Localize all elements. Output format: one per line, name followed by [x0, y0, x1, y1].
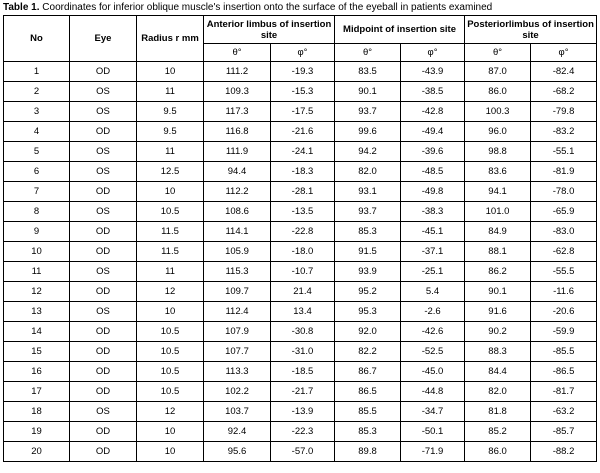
- cell-anterior-theta: 109.3: [204, 82, 271, 102]
- table-row: [4, 102, 597, 122]
- cell-posterior-phi: -62.8: [531, 242, 597, 262]
- cell-anterior-phi: -21.6: [271, 122, 335, 142]
- cell-anterior-phi: -10.7: [271, 262, 335, 282]
- cell-eye: OD: [70, 442, 137, 462]
- cell-anterior-phi: -13.9: [271, 402, 335, 422]
- cell-anterior-theta: 92.4: [204, 422, 271, 442]
- cell-radius: 10: [137, 62, 204, 82]
- cell-radius: 10.5: [137, 382, 204, 402]
- cell-midpoint-theta: 92.0: [335, 322, 401, 342]
- cell-anterior-phi: -21.7: [271, 382, 335, 402]
- cell-posterior-theta: 96.0: [465, 122, 531, 142]
- cell-eye: OD: [70, 122, 137, 142]
- cell-radius: 12: [137, 402, 204, 422]
- header-row-1: [4, 16, 597, 44]
- cell-midpoint-theta: 95.3: [335, 302, 401, 322]
- cell-posterior-theta: 85.2: [465, 422, 531, 442]
- cell-no: 10: [4, 242, 70, 262]
- cell-radius: 11.5: [137, 242, 204, 262]
- cell-radius: 10: [137, 302, 204, 322]
- cell-posterior-phi: -83.2: [531, 122, 597, 142]
- cell-anterior-theta: 107.7: [204, 342, 271, 362]
- cell-posterior-phi: -82.4: [531, 62, 597, 82]
- cell-midpoint-theta: 93.7: [335, 202, 401, 222]
- cell-posterior-theta: 86.0: [465, 442, 531, 462]
- caption-text: Coordinates for inferior oblique muscle's insertion onto the surface of the eyeball in patients examined: [42, 2, 493, 13]
- cell-midpoint-phi: -48.5: [401, 162, 465, 182]
- cell-posterior-theta: 88.1: [465, 242, 531, 262]
- table-caption: [3, 2, 597, 15]
- cell-eye: OD: [70, 322, 137, 342]
- cell-midpoint-phi: -49.8: [401, 182, 465, 202]
- cell-midpoint-theta: 86.7: [335, 362, 401, 382]
- table-row: [4, 162, 597, 182]
- table-row: [4, 362, 597, 382]
- cell-midpoint-phi: -50.1: [401, 422, 465, 442]
- cell-anterior-theta: 116.8: [204, 122, 271, 142]
- cell-posterior-phi: -85.7: [531, 422, 597, 442]
- cell-midpoint-phi: -49.4: [401, 122, 465, 142]
- cell-posterior-phi: -55.1: [531, 142, 597, 162]
- cell-anterior-phi: 13.4: [271, 302, 335, 322]
- cell-no: 12: [4, 282, 70, 302]
- cell-anterior-phi: -22.8: [271, 222, 335, 242]
- cell-radius: 11: [137, 82, 204, 102]
- cell-posterior-theta: 94.1: [465, 182, 531, 202]
- cell-posterior-phi: -88.2: [531, 442, 597, 462]
- cell-posterior-theta: 101.0: [465, 202, 531, 222]
- cell-posterior-theta: 83.6: [465, 162, 531, 182]
- table-row: [4, 422, 597, 442]
- cell-anterior-phi: -18.5: [271, 362, 335, 382]
- cell-posterior-phi: -59.9: [531, 322, 597, 342]
- cell-midpoint-theta: 94.2: [335, 142, 401, 162]
- cell-no: 20: [4, 442, 70, 462]
- cell-eye: OD: [70, 182, 137, 202]
- cell-anterior-theta: 95.6: [204, 442, 271, 462]
- cell-anterior-phi: -31.0: [271, 342, 335, 362]
- cell-midpoint-theta: 93.1: [335, 182, 401, 202]
- cell-eye: OD: [70, 362, 137, 382]
- cell-radius: 11.5: [137, 222, 204, 242]
- cell-posterior-theta: 90.1: [465, 282, 531, 302]
- cell-eye: OD: [70, 282, 137, 302]
- table-row: [4, 242, 597, 262]
- cell-radius: 10: [137, 442, 204, 462]
- cell-eye: OS: [70, 82, 137, 102]
- cell-posterior-phi: -20.6: [531, 302, 597, 322]
- cell-midpoint-theta: 93.7: [335, 102, 401, 122]
- cell-posterior-theta: 90.2: [465, 322, 531, 342]
- cell-midpoint-phi: -38.3: [401, 202, 465, 222]
- cell-posterior-theta: 86.2: [465, 262, 531, 282]
- cell-midpoint-phi: 5.4: [401, 282, 465, 302]
- cell-anterior-phi: -18.3: [271, 162, 335, 182]
- cell-posterior-phi: -68.2: [531, 82, 597, 102]
- cell-midpoint-phi: -42.6: [401, 322, 465, 342]
- cell-anterior-theta: 111.9: [204, 142, 271, 162]
- cell-midpoint-theta: 82.2: [335, 342, 401, 362]
- cell-midpoint-phi: -45.0: [401, 362, 465, 382]
- cell-posterior-phi: -78.0: [531, 182, 597, 202]
- cell-no: 3: [4, 102, 70, 122]
- cell-no: 14: [4, 322, 70, 342]
- cell-no: 6: [4, 162, 70, 182]
- cell-radius: 11: [137, 262, 204, 282]
- cell-midpoint-theta: 95.2: [335, 282, 401, 302]
- cell-anterior-theta: 103.7: [204, 402, 271, 422]
- table-row: [4, 342, 597, 362]
- cell-no: 18: [4, 402, 70, 422]
- cell-posterior-theta: 87.0: [465, 62, 531, 82]
- cell-anterior-theta: 111.2: [204, 62, 271, 82]
- cell-anterior-phi: -15.3: [271, 82, 335, 102]
- cell-midpoint-theta: 93.9: [335, 262, 401, 282]
- cell-midpoint-phi: -52.5: [401, 342, 465, 362]
- cell-eye: OS: [70, 142, 137, 162]
- table-row: [4, 262, 597, 282]
- cell-midpoint-theta: 90.1: [335, 82, 401, 102]
- cell-no: 16: [4, 362, 70, 382]
- cell-anterior-theta: 117.3: [204, 102, 271, 122]
- cell-midpoint-phi: -38.5: [401, 82, 465, 102]
- cell-eye: OD: [70, 342, 137, 362]
- cell-midpoint-theta: 91.5: [335, 242, 401, 262]
- cell-midpoint-phi: -45.1: [401, 222, 465, 242]
- cell-no: 11: [4, 262, 70, 282]
- header-eye: Eye: [70, 16, 137, 62]
- cell-posterior-phi: -83.0: [531, 222, 597, 242]
- table-row: [4, 302, 597, 322]
- cell-no: 2: [4, 82, 70, 102]
- cell-no: 9: [4, 222, 70, 242]
- cell-midpoint-theta: 99.6: [335, 122, 401, 142]
- cell-eye: OD: [70, 62, 137, 82]
- cell-midpoint-phi: -39.6: [401, 142, 465, 162]
- cell-anterior-phi: 21.4: [271, 282, 335, 302]
- cell-no: 4: [4, 122, 70, 142]
- cell-midpoint-theta: 89.8: [335, 442, 401, 462]
- cell-no: 19: [4, 422, 70, 442]
- cell-anterior-theta: 113.3: [204, 362, 271, 382]
- header-anterior-theta: θ°: [204, 44, 271, 62]
- cell-radius: 10.5: [137, 322, 204, 342]
- table-row: [4, 402, 597, 422]
- cell-radius: 11: [137, 142, 204, 162]
- cell-radius: 10.5: [137, 202, 204, 222]
- table-body: [4, 62, 597, 462]
- cell-posterior-phi: -55.5: [531, 262, 597, 282]
- cell-radius: 10: [137, 422, 204, 442]
- cell-posterior-theta: 100.3: [465, 102, 531, 122]
- cell-posterior-theta: 98.8: [465, 142, 531, 162]
- cell-midpoint-phi: -25.1: [401, 262, 465, 282]
- cell-anterior-phi: -18.0: [271, 242, 335, 262]
- cell-midpoint-theta: 85.5: [335, 402, 401, 422]
- cell-posterior-theta: 81.8: [465, 402, 531, 422]
- cell-radius: 10.5: [137, 342, 204, 362]
- cell-eye: OS: [70, 402, 137, 422]
- cell-posterior-theta: 86.0: [465, 82, 531, 102]
- cell-radius: 12.5: [137, 162, 204, 182]
- cell-eye: OS: [70, 302, 137, 322]
- cell-midpoint-phi: -2.6: [401, 302, 465, 322]
- table-row: [4, 142, 597, 162]
- cell-midpoint-theta: 82.0: [335, 162, 401, 182]
- header-midpoint: Midpoint of insertion site: [335, 16, 465, 44]
- cell-eye: OD: [70, 382, 137, 402]
- table-row: [4, 322, 597, 342]
- cell-eye: OS: [70, 102, 137, 122]
- cell-posterior-phi: -79.8: [531, 102, 597, 122]
- cell-midpoint-theta: 86.5: [335, 382, 401, 402]
- cell-midpoint-phi: -42.8: [401, 102, 465, 122]
- table-row: [4, 282, 597, 302]
- cell-anterior-phi: -57.0: [271, 442, 335, 462]
- cell-anterior-theta: 112.4: [204, 302, 271, 322]
- cell-anterior-theta: 109.7: [204, 282, 271, 302]
- header-posterior: Posteriorlimbus of insertion site: [465, 16, 597, 44]
- cell-posterior-phi: -85.5: [531, 342, 597, 362]
- cell-no: 15: [4, 342, 70, 362]
- cell-midpoint-phi: -37.1: [401, 242, 465, 262]
- cell-midpoint-phi: -34.7: [401, 402, 465, 422]
- cell-no: 17: [4, 382, 70, 402]
- table-row: [4, 122, 597, 142]
- header-anterior: Anterior limbus of insertion site: [204, 16, 335, 44]
- cell-posterior-theta: 84.9: [465, 222, 531, 242]
- cell-anterior-phi: -24.1: [271, 142, 335, 162]
- table-row: [4, 62, 597, 82]
- cell-posterior-theta: 91.6: [465, 302, 531, 322]
- header-posterior-phi: φ°: [531, 44, 597, 62]
- cell-no: 8: [4, 202, 70, 222]
- cell-anterior-theta: 107.9: [204, 322, 271, 342]
- cell-eye: OS: [70, 202, 137, 222]
- cell-anterior-phi: -30.8: [271, 322, 335, 342]
- cell-midpoint-phi: -43.9: [401, 62, 465, 82]
- header-anterior-phi: φ°: [271, 44, 335, 62]
- coordinates-table: [3, 15, 597, 462]
- cell-eye: OD: [70, 222, 137, 242]
- cell-anterior-theta: 112.2: [204, 182, 271, 202]
- cell-posterior-phi: -81.9: [531, 162, 597, 182]
- cell-posterior-phi: -63.2: [531, 402, 597, 422]
- cell-no: 1: [4, 62, 70, 82]
- cell-posterior-theta: 84.4: [465, 362, 531, 382]
- cell-anterior-theta: 94.4: [204, 162, 271, 182]
- cell-radius: 12: [137, 282, 204, 302]
- header-no: No: [4, 16, 70, 62]
- cell-posterior-phi: -11.6: [531, 282, 597, 302]
- cell-anterior-phi: -13.5: [271, 202, 335, 222]
- cell-midpoint-theta: 85.3: [335, 422, 401, 442]
- cell-no: 5: [4, 142, 70, 162]
- header-radius: Radius r mm: [137, 16, 204, 62]
- cell-posterior-phi: -81.7: [531, 382, 597, 402]
- cell-midpoint-theta: 85.3: [335, 222, 401, 242]
- cell-midpoint-phi: -71.9: [401, 442, 465, 462]
- cell-anterior-phi: -22.3: [271, 422, 335, 442]
- caption-label: Table 1.: [3, 2, 40, 13]
- cell-midpoint-phi: -44.8: [401, 382, 465, 402]
- table-row: [4, 82, 597, 102]
- cell-posterior-theta: 88.3: [465, 342, 531, 362]
- cell-radius: 10.5: [137, 362, 204, 382]
- cell-eye: OD: [70, 422, 137, 442]
- table-row: [4, 202, 597, 222]
- cell-posterior-phi: -65.9: [531, 202, 597, 222]
- cell-midpoint-theta: 83.5: [335, 62, 401, 82]
- cell-anterior-phi: -19.3: [271, 62, 335, 82]
- cell-anterior-theta: 115.3: [204, 262, 271, 282]
- cell-eye: OD: [70, 242, 137, 262]
- cell-posterior-phi: -86.5: [531, 362, 597, 382]
- cell-radius: 10: [137, 182, 204, 202]
- cell-eye: OS: [70, 162, 137, 182]
- cell-anterior-theta: 102.2: [204, 382, 271, 402]
- cell-radius: 9.5: [137, 122, 204, 142]
- cell-posterior-theta: 82.0: [465, 382, 531, 402]
- cell-no: 13: [4, 302, 70, 322]
- table-row: [4, 222, 597, 242]
- header-midpoint-phi: φ°: [401, 44, 465, 62]
- cell-radius: 9.5: [137, 102, 204, 122]
- header-posterior-theta: θ°: [465, 44, 531, 62]
- table-row: [4, 182, 597, 202]
- header-midpoint-theta: θ°: [335, 44, 401, 62]
- cell-eye: OS: [70, 262, 137, 282]
- table-row: [4, 442, 597, 462]
- cell-no: 7: [4, 182, 70, 202]
- cell-anterior-phi: -28.1: [271, 182, 335, 202]
- cell-anterior-theta: 105.9: [204, 242, 271, 262]
- cell-anterior-theta: 108.6: [204, 202, 271, 222]
- table-row: [4, 382, 597, 402]
- cell-anterior-theta: 114.1: [204, 222, 271, 242]
- cell-anterior-phi: -17.5: [271, 102, 335, 122]
